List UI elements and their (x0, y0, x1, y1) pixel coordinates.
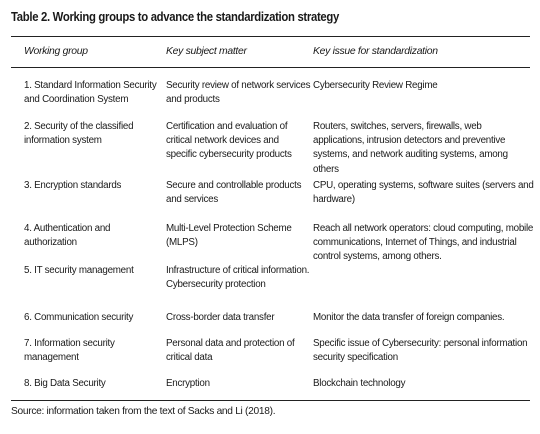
row-1-group: 1. Standard Information Security and Coordination System (24, 80, 157, 106)
row-4-issue: Reach all network operators: cloud computing, mobile communications, Internet of Things, and industrial control systems, among others. (313, 223, 534, 263)
row-3-subject: Secure and controllable products and services (166, 180, 302, 206)
row-7-issue: Specific issue of Cybersecurity: personal information security specification (313, 338, 528, 364)
row-4-group: 4. Authentication and authorization (24, 223, 111, 249)
table-title: Table 2. Working groups to advance the standardization strategy (11, 10, 340, 24)
row-6-group: 6. Communication security (24, 312, 134, 323)
row-5-subject: Infrastructure of critical information. Cybersecurity protection (166, 265, 310, 291)
header-key-issue: Key issue for standardization (313, 46, 438, 57)
row-4-subject: Multi-Level Protection Scheme (MLPS) (166, 223, 292, 249)
row-7-group: 7. Information security management (24, 338, 115, 364)
row-1-subject: Security review of network services and products (166, 80, 311, 106)
row-2-subject: Certification and evaluation of critical network devices and specific cybersecurity products (166, 121, 292, 161)
header-working-group: Working group (24, 46, 88, 57)
row-2-issue: Routers, switches, servers, firewalls, web applications, intrusion detectors and preventive systems, and network auditing systems, among others (313, 121, 508, 175)
row-5-group: 5. IT security management (24, 265, 134, 276)
row-6-subject: Cross-border data transfer (166, 312, 275, 323)
row-8-subject: Encryption (166, 378, 210, 389)
row-7-subject: Personal data and protection of critical data (166, 338, 295, 364)
header-key-subject-matter: Key subject matter (166, 46, 247, 57)
row-2-group: 2. Security of the classified information system (24, 121, 134, 147)
header-rule (11, 67, 530, 68)
row-3-group: 3. Encryption standards (24, 180, 122, 191)
source-note: Source: information taken from the text of Sacks and Li (2018). (11, 406, 276, 417)
row-8-issue: Blockchain technology (313, 378, 406, 389)
row-8-group: 8. Big Data Security (24, 378, 106, 389)
top-rule (11, 36, 530, 37)
row-1-issue: Cybersecurity Review Regime (313, 80, 438, 91)
row-6-issue: Monitor the data transfer of foreign companies. (313, 312, 505, 323)
bottom-rule (11, 400, 530, 401)
row-3-issue: CPU, operating systems, software suites (servers and hardware) (313, 180, 534, 206)
